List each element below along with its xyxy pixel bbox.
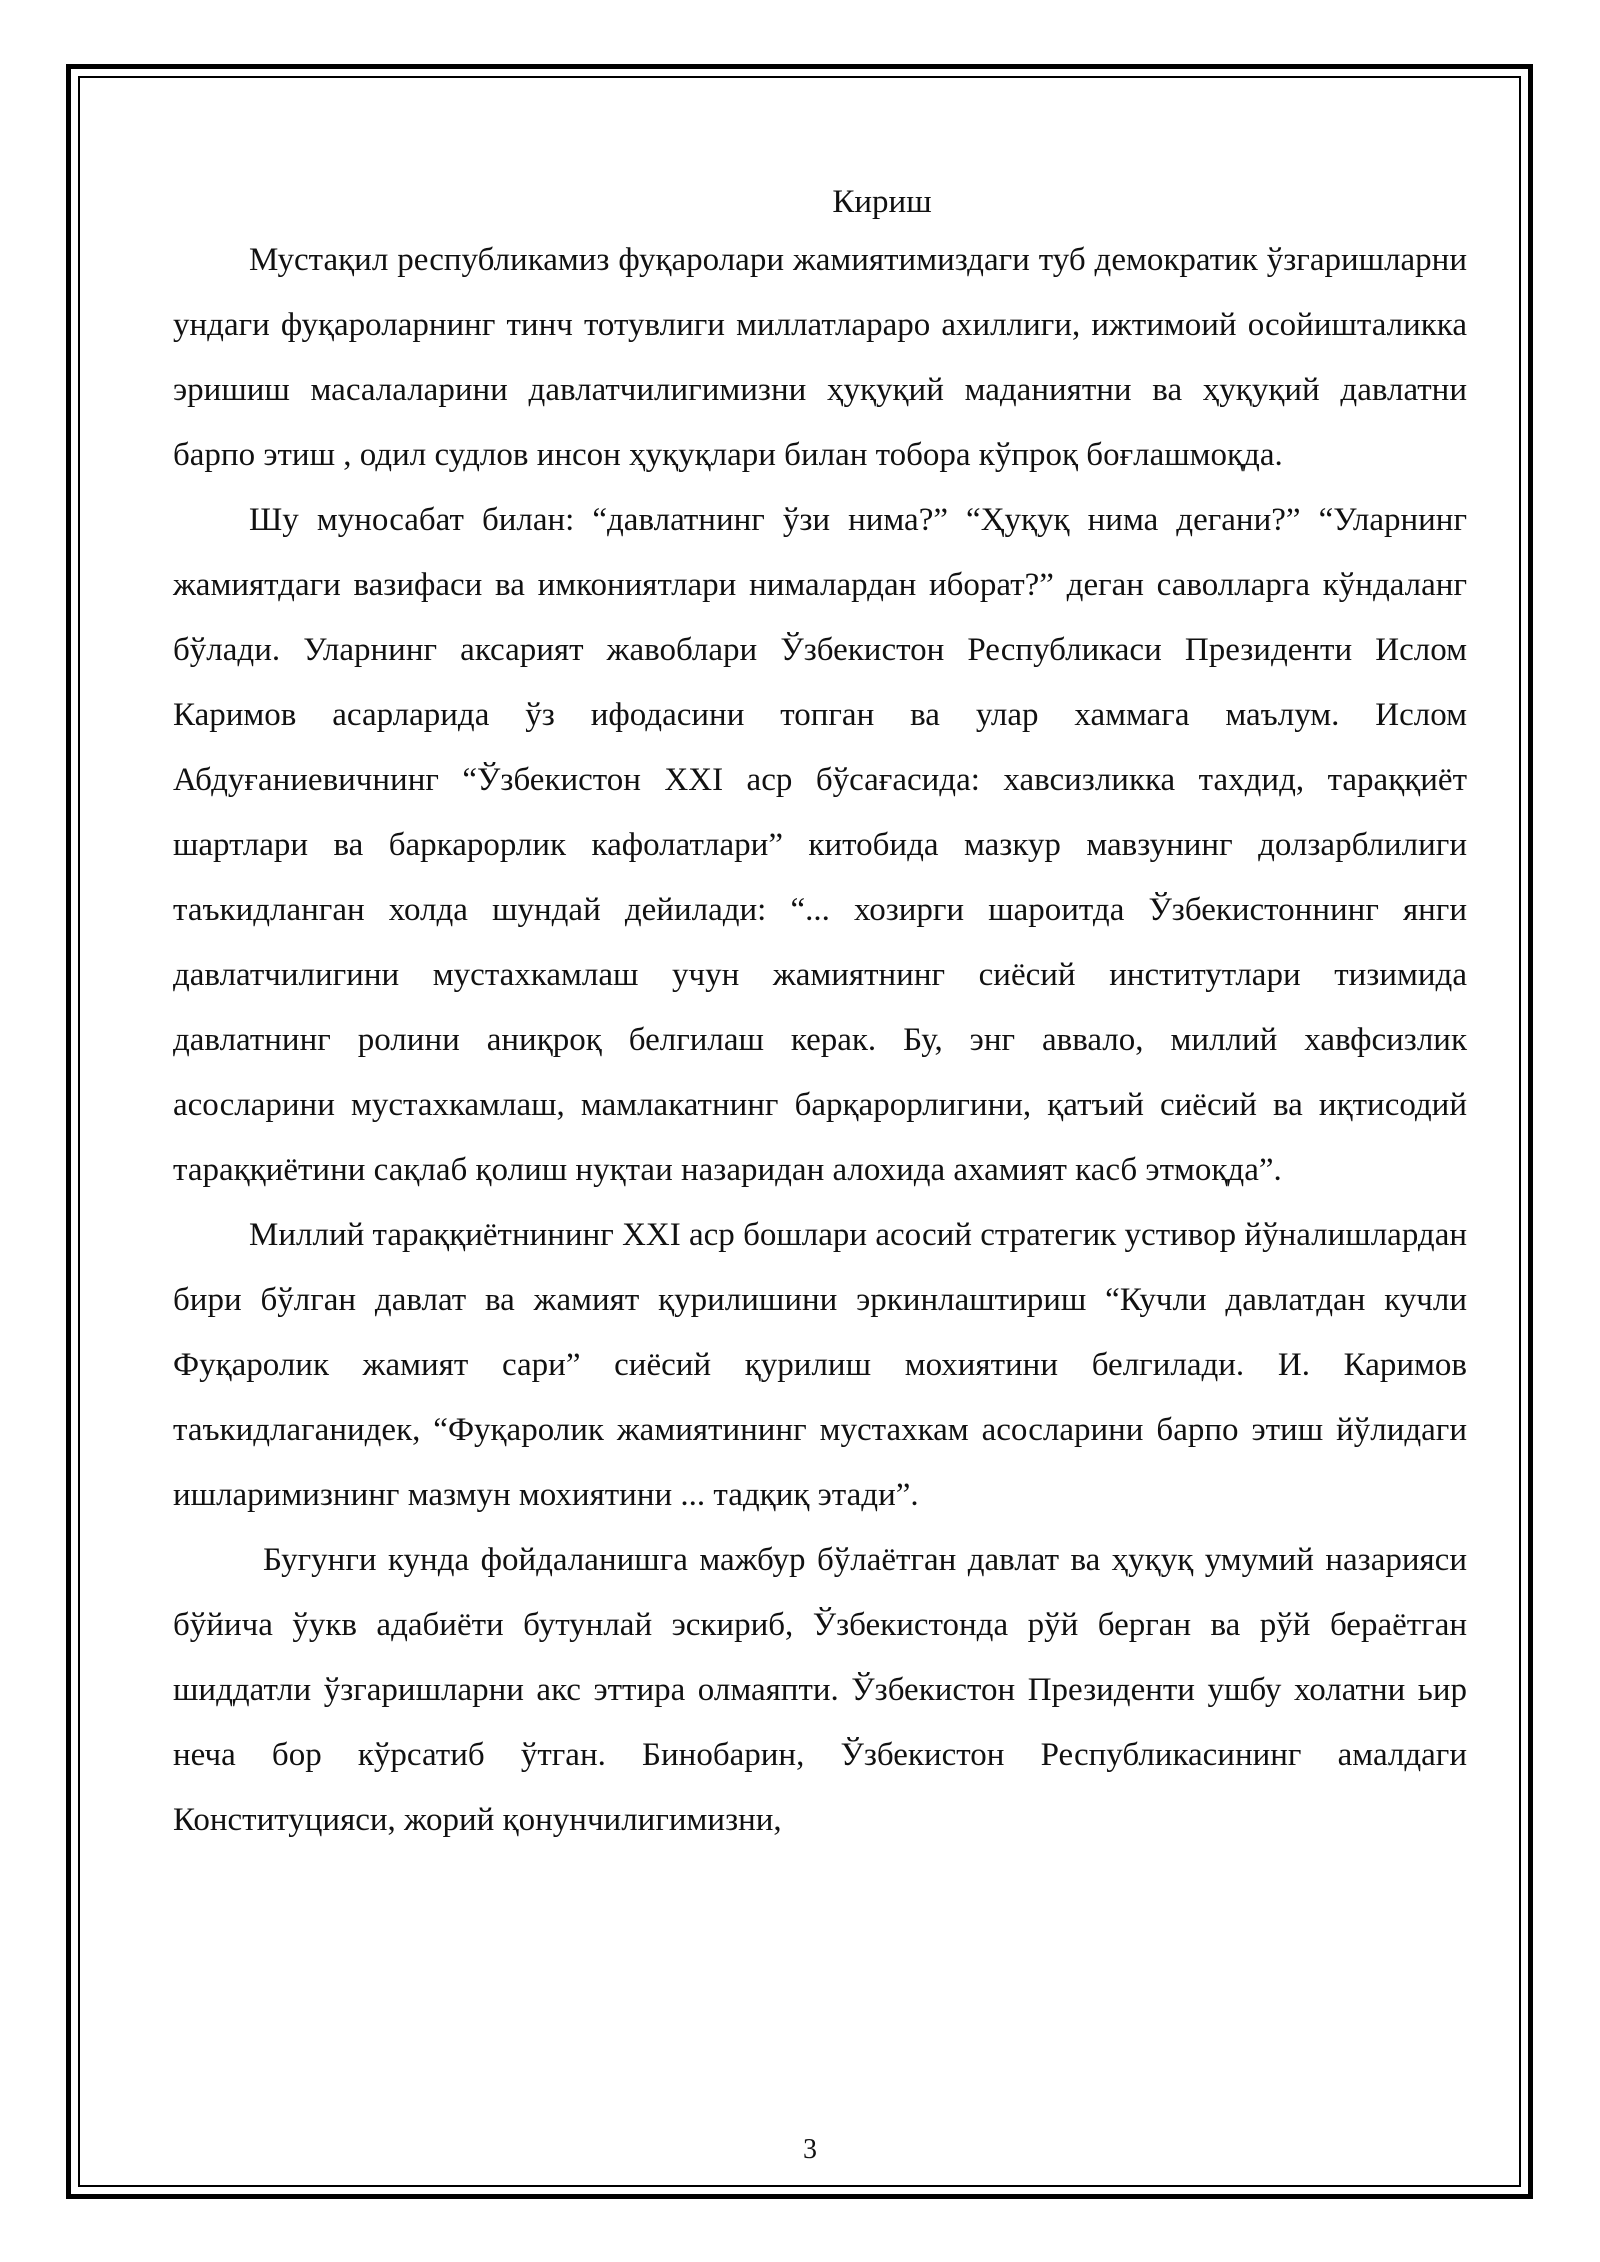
paragraph: Бугунги кунда фойдаланишга мажбур бўлаётган давлат ва ҳуқуқ умумий назарияси бўйича ўукв адабиёти бутунлай эскириб, Ўзбекистонда рўй берган ва рўй бераётган шиддатли ўзгаришларни акс эттира олмаяпти. Ўзбекистон Президенти ушбу холатни ьир неча бор кўрсатиб ўтган. Бинобарин, Ўзбекистон Республикасининг амалдаги Конституцияси, жорий қонунчилигимизни, xyxy=(173,1542,1467,1838)
page-number: 3 xyxy=(803,2134,817,2165)
section-title: Кириш xyxy=(832,184,932,220)
document-body xyxy=(173,176,1467,1853)
paragraph: Шу муносабат билан: “давлатнинг ўзи нима?” “Ҳуқуқ нима дегани?” “Уларнинг жамиятдаги вазифаси ва имкониятлари нималардан иборат?” деган саволларга кўндаланг бўлади. Уларнинг аксарият жавоблари Ўзбекистон Республикаси Президенти Ислом Каримов асарларида ўз ифодасини топган ва улар хаммага маълум. Ислом Абдуғаниевичнинг “Ўзбекистон XXI аср бўсағасида: хавсизликка тахдид, тараққиёт шартлари ва баркарорлик кафолатлари” китобида мазкур мавзунинг долзарблилиги таъкидланган холда шундай дейилади: “... хозирги шароитда Ўзбекистоннинг янги давлатчилигини мустахкамлаш учун жамиятнинг сиёсий институтлари тизимида давлатнинг ролини аниқроқ белгилаш керак. Бу, энг аввало, миллий хавфсизлик асосларини мустахкамлаш, мамлакатнинг барқарорлигини, қатъий сиёсий ва иқтисодий тараққиётини сақлаб қолиш нуқтаи назаридан алохида ахамият касб этмоқда”. xyxy=(173,502,1467,1188)
paragraph: Миллий тараққиётнининг XXI аср бошлари асосий стратегик устивор йўналишлардан бири бўлган давлат ва жамият қурилишини эркинлаштириш “Кучли давлатдан кучли Фуқаролик жамият сари” сиёсий қурилиш мохиятини белгилади. И. Каримов таъкидлаганидек, “Фуқаролик жамиятининг мустахкам асосларини барпо этиш йўлидаги ишларимизнинг мазмун мохиятини ... тадқиқ этади”. xyxy=(173,1217,1467,1513)
paragraph: Мустақил республикамиз фуқаролари жамиятимиздаги туб демократик ўзгаришларни ундаги фуқароларнинг тинч тотувлиги миллатлараро ахиллиги, ижтимоий осойишталикка эришиш масалаларини давлатчилигимизни ҳуқуқий маданиятни ва ҳуқуқий давлатни барпо этиш , одил судлов инсон ҳуқуқлари билан тобора кўпроқ боғлашмоқда. xyxy=(173,242,1467,473)
